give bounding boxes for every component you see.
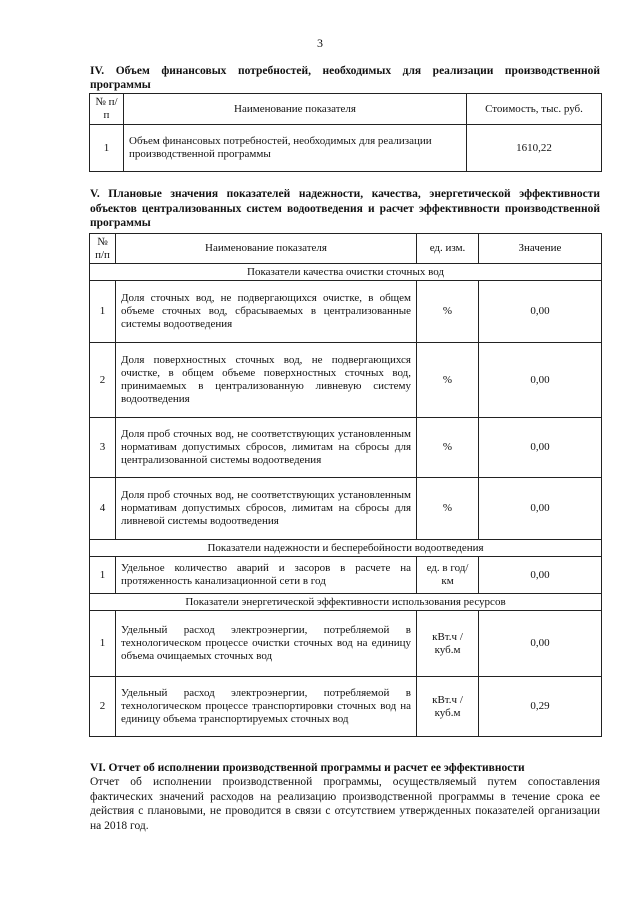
row-name: Доля проб сточных вод, не соответствующих установленным нормативам допустимых сбросов, лимитам на сбросы для ливневой системы водоотведения <box>116 478 417 540</box>
group-title: Показатели энергетической эффективности использования ресурсов <box>90 594 602 611</box>
row-num: 1 <box>90 281 116 343</box>
section-6-heading: VI. Отчет об исполнении производственной программы и расчет ее эффективности <box>90 762 525 774</box>
row-num: 1 <box>90 125 124 172</box>
group-title-row <box>90 264 602 281</box>
column-header-unit: ед. изм. <box>417 234 479 264</box>
row-unit: % <box>417 478 479 540</box>
row-num: 3 <box>90 418 116 478</box>
table-row <box>90 611 602 677</box>
group-title-row <box>90 540 602 557</box>
row-num: 4 <box>90 478 116 540</box>
page-number: 3 <box>317 36 323 50</box>
group-title: Показатели надежности и бесперебойности водоотведения <box>90 540 602 557</box>
row-num: 1 <box>90 611 116 677</box>
section-4-heading: IV. Объем финансовых потребностей, необходимых для реализации производственной программы <box>90 65 600 91</box>
row-name: Удельный расход электроэнергии, потребляемой в технологическом процессе очистки сточных вод на единицу объема очищаемых сточных вод <box>116 611 417 677</box>
row-value: 0,00 <box>479 418 602 478</box>
row-value: 0,00 <box>479 281 602 343</box>
row-value: 0,00 <box>479 611 602 677</box>
group-title-row <box>90 594 602 611</box>
table-row <box>90 125 602 172</box>
section-5-heading: V. Плановые значения показателей надежности, качества, энергетической эффективности объектов централизованных систем водоотведения и расчет эффективности производственной программы <box>90 188 600 229</box>
row-name: Удельное количество аварий и засоров в расчете на протяженность канализационной сети в год <box>116 557 417 594</box>
row-unit: ед. в год/ км <box>417 557 479 594</box>
column-header-value: Значение <box>479 234 602 264</box>
table-row <box>90 281 602 343</box>
column-header-num: № п/п <box>90 234 116 264</box>
row-value: 0,29 <box>479 677 602 737</box>
financial-needs-table <box>89 93 602 172</box>
indicators-table <box>89 233 602 737</box>
row-unit: кВт.ч / куб.м <box>417 611 479 677</box>
table-row <box>90 677 602 737</box>
row-num: 1 <box>90 557 116 594</box>
column-header-cost: Стоимость, тыс. руб. <box>467 94 602 125</box>
column-header-name: Наименование показателя <box>116 234 417 264</box>
row-name: Доля сточных вод, не подвергающихся очистке, в общем объеме сточных вод, сбрасываемых в централизованные системы водоотведения <box>116 281 417 343</box>
row-value: 0,00 <box>479 343 602 418</box>
row-unit: % <box>417 281 479 343</box>
table-row <box>90 478 602 540</box>
row-cost: 1610,22 <box>467 125 602 172</box>
table-header-row <box>90 94 602 125</box>
row-num: 2 <box>90 677 116 737</box>
table-row <box>90 418 602 478</box>
row-num: 2 <box>90 343 116 418</box>
row-value: 0,00 <box>479 557 602 594</box>
row-unit: % <box>417 343 479 418</box>
row-value: 0,00 <box>479 478 602 540</box>
report-paragraph: Отчет об исполнении производственной программы, осуществляемый путем сопоставления фактических значений расходов на реализацию производственной программы в течение срока ее действия с плановыми, не проводится в связи с отсутствием утвержденных показателей организации на 2018 год. <box>90 776 600 832</box>
row-name: Удельный расход электроэнергии, потребляемой в технологическом процессе транспортировки сточных вод на единицу объема транспортируемых сточных вод <box>116 677 417 737</box>
table-header-row <box>90 234 602 264</box>
row-unit: кВт.ч / куб.м <box>417 677 479 737</box>
group-title: Показатели качества очистки сточных вод <box>90 264 602 281</box>
table-row <box>90 343 602 418</box>
row-name: Доля проб сточных вод, не соответствующих установленным нормативам допустимых сбросов, лимитам на сбросы для централизованной системы водоотведения <box>116 418 417 478</box>
table-row <box>90 557 602 594</box>
column-header-name: Наименование показателя <box>124 94 467 125</box>
row-name: Доля поверхностных сточных вод, не подвергающихся очистке, в общем объеме поверхностных сточных вод, принимаемых в централизованную ливневую систему водоотведения <box>116 343 417 418</box>
column-header-num: № п/п <box>90 94 124 125</box>
row-name: Объем финансовых потребностей, необходимых для реализации производственной программы <box>124 125 467 172</box>
row-unit: % <box>417 418 479 478</box>
